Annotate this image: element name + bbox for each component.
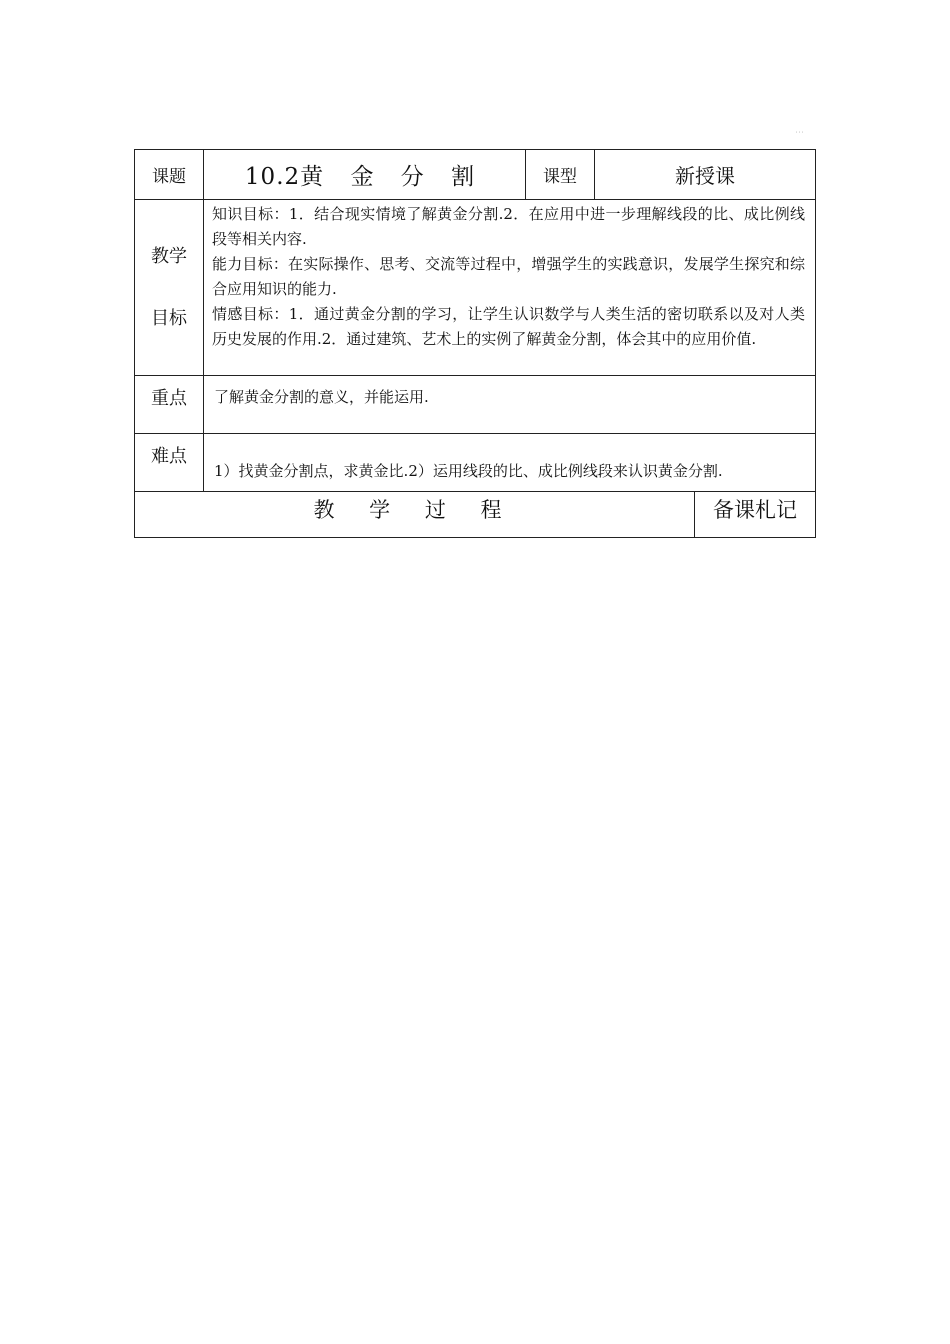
footer-row <box>135 492 816 538</box>
knowledge-objective: 知识目标：1．结合现实情境了解黄金分割.2．在应用中进一步理解线段的比、成比例线段等相关内容. <box>212 205 805 248</box>
difficulty-label: 难点 <box>135 434 204 492</box>
objectives-label-bottom: 目标 <box>151 307 187 329</box>
lesson-plan-table <box>134 149 816 538</box>
objectives-content <box>204 200 816 376</box>
teaching-process-label: 教 学 过 程 <box>135 492 695 538</box>
key-point-row <box>135 376 816 434</box>
objectives-label <box>135 200 204 376</box>
topic-label: 课题 <box>135 150 204 200</box>
key-point-text: 了解黄金分割的意义，并能运用. <box>204 376 816 434</box>
key-point-label: 重点 <box>135 376 204 434</box>
objectives-row <box>135 200 816 376</box>
type-label: 课型 <box>526 150 595 200</box>
header-row <box>135 150 816 200</box>
difficulty-text: 1）找黄金分割点，求黄金比.2）运用线段的比、成比例线段来认识黄金分割. <box>204 434 816 492</box>
emotion-objective: 情感目标：1．通过黄金分割的学习，让学生认识数学与人类生活的密切联系以及对人类历史发展的作用.2．通过建筑、艺术上的实例了解黄金分割，体会其中的应用价值. <box>212 305 805 348</box>
difficulty-row <box>135 434 816 492</box>
topic-number: 10.2 <box>244 164 301 190</box>
type-value: 新授课 <box>595 150 816 200</box>
topic-name: 黄 金 分 割 <box>300 164 485 190</box>
lesson-notes-label: 备课札记 <box>695 492 816 538</box>
ability-objective: 能力目标：在实际操作、思考、交流等过程中，增强学生的实践意识，发展学生探究和综合应用知识的能力. <box>212 255 805 298</box>
corner-mark: ⋯ <box>795 128 805 138</box>
objectives-label-top: 教学 <box>151 245 187 267</box>
topic-title <box>204 150 526 200</box>
